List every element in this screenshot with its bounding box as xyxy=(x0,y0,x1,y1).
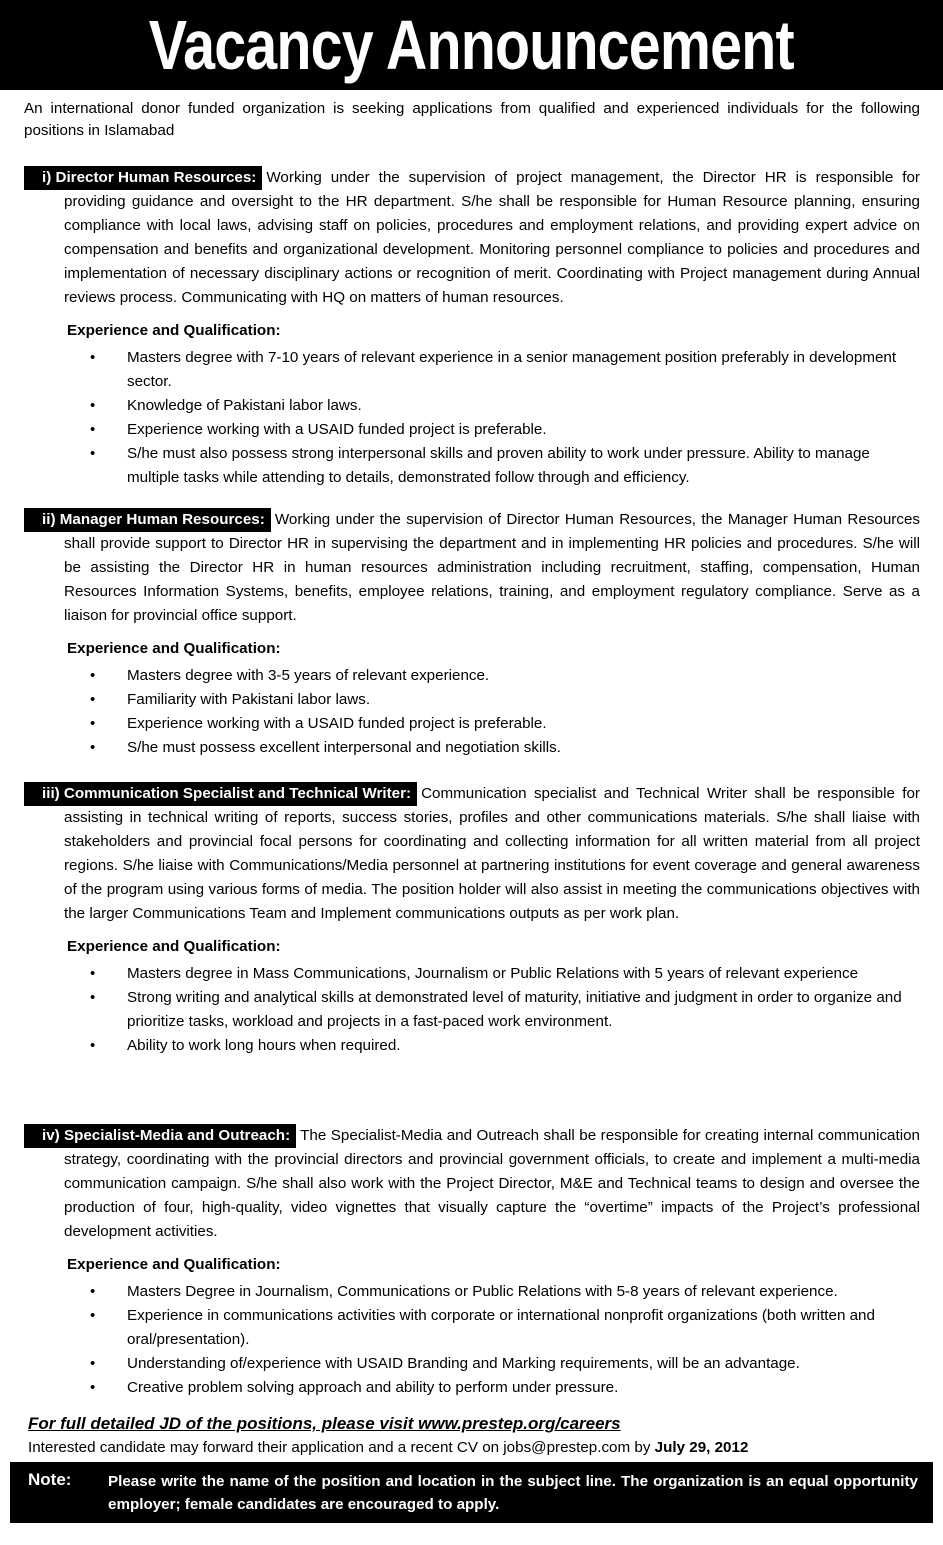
requirements-heading: Experience and Qualification: xyxy=(67,1256,281,1273)
requirements-list xyxy=(24,962,920,1058)
position-description: iii) Communication Specialist and Technical Writer: Communication specialist and Technical Writer shall be responsible for assisting in technical writing of reports, success stories, profiles and other communications materials. S/he shall liaise with stakeholders and provincial focal persons for coordinating and collecting information for all written material from all project regions. S/he liaise with Communications/Media personnel at partnering institutions for event coverage and general awareness of the program using various forms of media. The position holder will also assist in meeting the communications objectives with the larger Communications Team and Implement communications outputs as per work plan. xyxy=(24,782,920,926)
bullet-icon: • xyxy=(90,715,96,732)
note-text: Please write the name of the position and location in the subject line. The organization is an equal opportunity employer; female candidates are encouraged to apply. xyxy=(108,1473,918,1513)
list-item: • Familiarity with Pakistani labor laws. xyxy=(24,688,920,712)
intro-text: An international donor funded organization is seeking applications from qualified and experienced individuals for the following positions in Islamabad xyxy=(24,100,920,139)
bullet-icon: • xyxy=(90,397,96,414)
bullet-icon: • xyxy=(90,691,96,708)
requirements-heading: Experience and Qualification: xyxy=(67,640,281,657)
position-manager-hr xyxy=(24,508,920,760)
bullet-icon: • xyxy=(90,349,96,366)
list-item: • S/he must also possess strong interpersonal skills and proven ability to work under pressure. Ability to manage multiple tasks while attending to details, demonstrated follow through and efficiency. xyxy=(24,442,920,490)
position-specialist-media-outreach xyxy=(24,1124,920,1400)
bullet-icon: • xyxy=(90,1037,96,1054)
bullet-icon: • xyxy=(90,739,96,756)
list-item: • Experience in communications activities with corporate or international nonprofit organizations (both written and oral/presentation). xyxy=(24,1304,920,1352)
list-item: • Experience working with a USAID funded project is preferable. xyxy=(24,712,920,736)
bullet-icon: • xyxy=(90,1283,96,1300)
requirements-list xyxy=(24,1280,920,1400)
note-label: Note: xyxy=(28,1470,72,1489)
requirements-list xyxy=(24,346,920,490)
note-box xyxy=(10,1462,933,1523)
list-item: • Experience working with a USAID funded project is preferable. xyxy=(24,418,920,442)
bullet-icon: • xyxy=(90,989,96,1006)
list-item: • S/he must possess excellent interpersonal and negotiation skills. xyxy=(24,736,920,760)
requirements-list xyxy=(24,664,920,760)
position-description: ii) Manager Human Resources: Working under the supervision of Director Human Resources, the Manager Human Resources shall provide support to Director HR in supervising the department and in implementing HR policies and procedures. S/he will be assisting the Director HR in human resources administration including recruitment, staffing, compensation, Human Resources Information Systems, benefits, employee relations, training, and employment regulatory compliance. Serve as a liaison for provincial office support. xyxy=(24,508,920,628)
list-item: • Masters degree in Mass Communications, Journalism or Public Relations with 5 years of relevant experience xyxy=(24,962,920,986)
position-label: i) Director Human Resources: xyxy=(24,166,262,190)
deadline-date: July 29, 2012 xyxy=(654,1439,749,1456)
position-label: iii) Communication Specialist and Technical Writer: xyxy=(24,782,417,806)
list-item: • Ability to work long hours when required. xyxy=(24,1034,920,1058)
requirements-heading: Experience and Qualification: xyxy=(67,938,281,955)
position-description: i) Director Human Resources: Working under the supervision of project management, the Director HR is responsible for providing guidance and oversight to the HR department. S/he shall be responsible for Human Resource planning, ensuring compliance with local laws, advising staff on policies, procedures and employment relations, and providing expert advice on compensation and benefits and organizational development. Monitoring personnel compliance to policies and procedures and implementation of necessary disciplinary actions or recognition of merit. Coordinating with Project management during Annual reviews process. Communicating with HQ on matters of human resources. xyxy=(24,166,920,310)
apply-instructions: Interested candidate may forward their application and a recent CV on jobs@prestep.com by July 29, 2012 xyxy=(28,1439,749,1456)
jd-link-line[interactable]: For full detailed JD of the positions, please visit www.prestep.org/careers xyxy=(28,1414,621,1433)
position-label: ii) Manager Human Resources: xyxy=(24,508,271,532)
list-item: • Strong writing and analytical skills at demonstrated level of maturity, initiative and judgment in order to organize and prioritize tasks, workload and projects in a fast-paced work environment. xyxy=(24,986,920,1034)
bullet-icon: • xyxy=(90,1355,96,1372)
list-item: • Masters degree with 7-10 years of relevant experience in a senior management position preferably in development sector. xyxy=(24,346,920,394)
list-item: • Masters Degree in Journalism, Communications or Public Relations with 5-8 years of relevant experience. xyxy=(24,1280,920,1304)
position-director-hr xyxy=(24,166,920,490)
bullet-icon: • xyxy=(90,1379,96,1396)
bullet-icon: • xyxy=(90,445,96,462)
bullet-icon: • xyxy=(90,421,96,438)
position-label: iv) Specialist-Media and Outreach: xyxy=(24,1124,296,1148)
page-title: Vacancy Announcement xyxy=(0,0,943,90)
list-item: • Creative problem solving approach and ability to perform under pressure. xyxy=(24,1376,920,1400)
bullet-icon: • xyxy=(90,667,96,684)
requirements-heading: Experience and Qualification: xyxy=(67,322,281,339)
position-communication-specialist xyxy=(24,782,920,1058)
position-description: iv) Specialist-Media and Outreach: The Specialist-Media and Outreach shall be responsible for creating internal communication strategy, coordinating with the provincial directors and provincial government officials, to create and implement a multi-media communication campaign. S/he shall also work with the Project Director, M&E and Technical teams to design and oversee the production of four, high-quality, video vignettes that visually capture the “overtime” impacts of the Project’s professional development activities. xyxy=(24,1124,920,1244)
list-item: • Masters degree with 3-5 years of relevant experience. xyxy=(24,664,920,688)
bullet-icon: • xyxy=(90,965,96,982)
list-item: • Knowledge of Pakistani labor laws. xyxy=(24,394,920,418)
bullet-icon: • xyxy=(90,1307,96,1324)
list-item: • Understanding of/experience with USAID Branding and Marking requirements, will be an advantage. xyxy=(24,1352,920,1376)
